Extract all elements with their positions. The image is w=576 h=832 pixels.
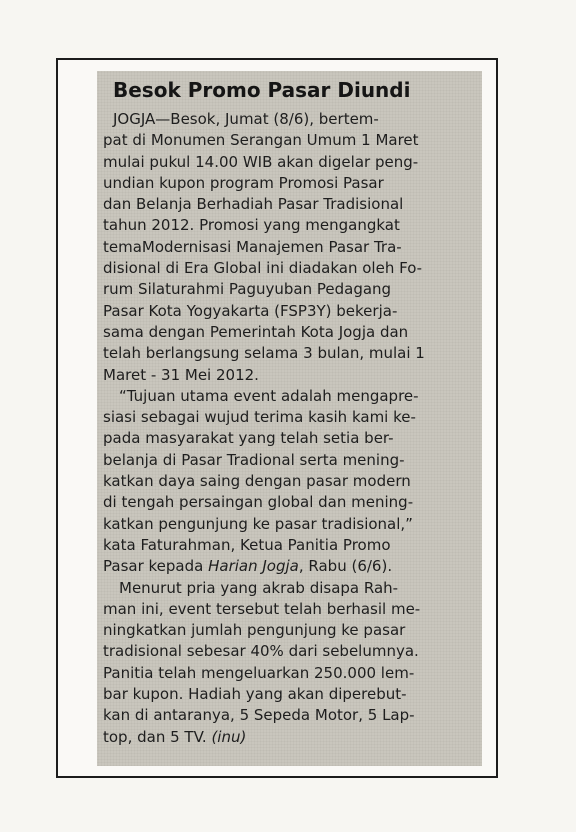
text-line: Maret - 31 Mei 2012.: [103, 365, 259, 384]
text-line: katkan pengunjung ke pasar tradisional,”: [103, 514, 413, 533]
previous-clipping-edge: [0, 0, 576, 8]
text-line: pat di Monumen Serangan Umum 1 Maret: [103, 131, 419, 150]
text-line: JOGJA—Besok, Jumat (8/6), bertem-: [113, 110, 379, 128]
text-line: katkan daya saing dengan pasar modern: [103, 472, 411, 491]
text-line: mulai pukul 14.00 WIB akan digelar peng-: [103, 152, 419, 171]
paragraph-1: [103, 109, 482, 386]
text-line: disional di Era Global ini diadakan oleh Fo-: [103, 259, 423, 278]
text-line: tradisional sebesar 40% dari sebelumnya.: [103, 642, 419, 661]
text-line: di tengah persaingan global dan mening-: [103, 493, 414, 512]
text-line: telah berlangsung selama 3 bulan, mulai 1: [103, 344, 425, 363]
text-line: dan Belanja Berhadiah Pasar Tradisional: [103, 195, 404, 214]
text-line: “Tujuan utama event adalah mengapre-: [119, 386, 419, 405]
paragraph-3: [103, 578, 482, 748]
text-segment: , Rabu (6/6).: [298, 557, 393, 576]
text-line: kan di antaranya, 5 Sepeda Motor, 5 Lap-: [103, 706, 415, 725]
article-body: [103, 109, 482, 748]
publication-name: Harian Jogja: [208, 557, 299, 576]
text-line: Menurut pria yang akrab disapa Rah-: [119, 578, 399, 597]
text-line: [103, 727, 482, 748]
text-line: pada masyarakat yang telah setia ber-: [103, 429, 394, 448]
author-initials: (inu): [211, 727, 247, 746]
text-line: man ini, event tersebut telah berhasil me-: [103, 599, 421, 618]
text-segment: Pasar kepada: [103, 557, 209, 576]
text-line: undian kupon program Promosi Pasar: [103, 173, 384, 192]
text-line: siasi sebagai wujud terima kasih kami ke-: [103, 408, 416, 427]
text-line: [103, 556, 482, 577]
paragraph-2: [103, 386, 482, 578]
text-line: rum Silaturahmi Paguyuban Pedagang: [103, 280, 392, 299]
text-line: bar kupon. Hadiah yang akan diperebut-: [103, 685, 407, 704]
text-line: temaModernisasi Manajemen Pasar Tra-: [103, 237, 402, 256]
text-line: sama dengan Pemerintah Kota Jogja dan: [103, 322, 409, 341]
text-segment: top, dan 5 TV.: [103, 727, 212, 746]
text-line: tahun 2012. Promosi yang mengangkat: [103, 216, 400, 235]
newspaper-clipping: [97, 71, 482, 766]
text-line: Panitia telah mengeluarkan 250.000 lem-: [103, 663, 415, 682]
text-line: belanja di Pasar Tradional serta mening-: [103, 450, 405, 469]
text-line: kata Faturahman, Ketua Panitia Promo: [103, 535, 391, 554]
text-line: ningkatkan jumlah pengunjung ke pasar: [103, 621, 406, 640]
text-line: Pasar Kota Yogyakarta (FSP3Y) bekerja-: [103, 301, 398, 320]
headline: Besok Promo Pasar Diundi: [113, 78, 411, 102]
